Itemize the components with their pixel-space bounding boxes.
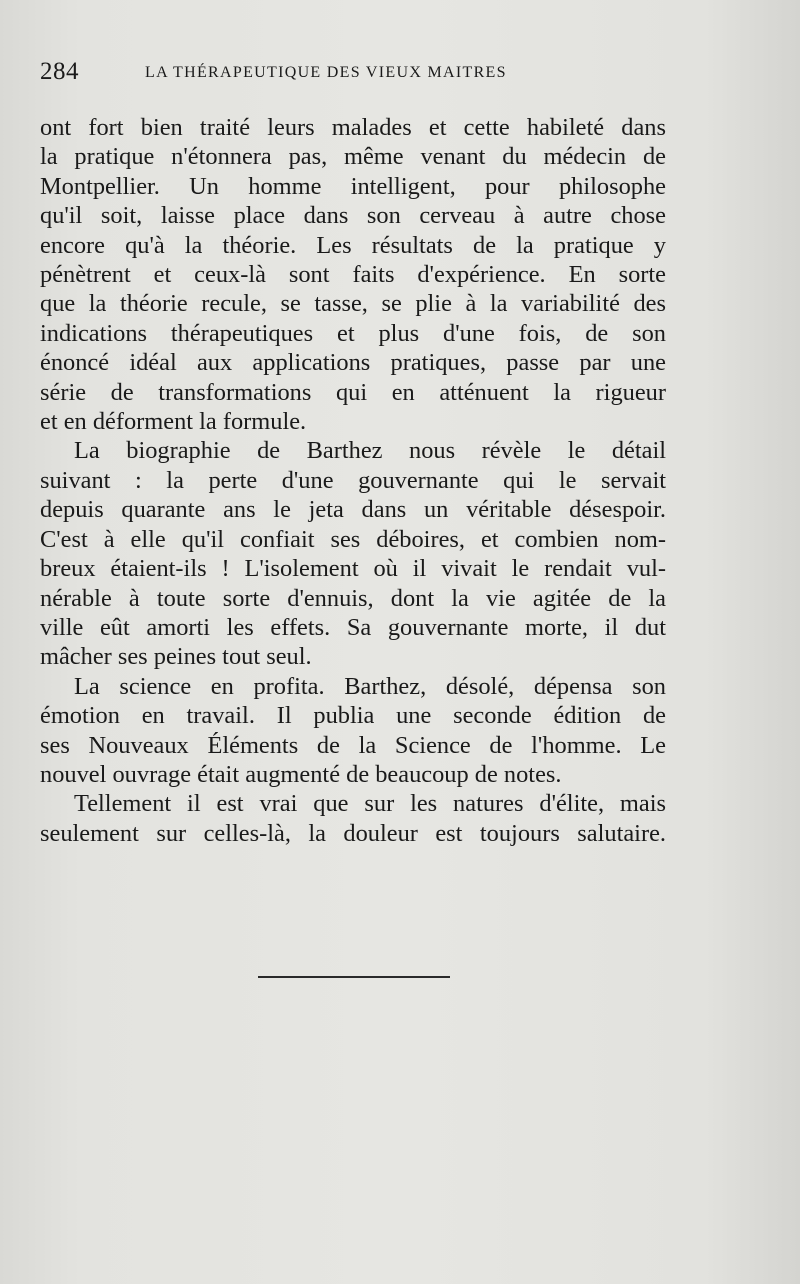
body-text xyxy=(40,113,666,848)
text-line: ont fort bien traité leurs malades et cette habileté dans xyxy=(40,114,666,141)
text-line: C'est à elle qu'il confiait ses déboires, et combien nom- xyxy=(40,525,666,553)
text-line: ses Nouveaux Éléments de la Science de l'homme. Le xyxy=(40,731,666,759)
text-line: La science en profita. Barthez, désolé, dépensa son xyxy=(74,672,666,700)
text-line: indications thérapeutiques et plus d'une fois, de son xyxy=(40,319,666,347)
text-line: émotion en travail. Il publia une seconde édition de xyxy=(40,702,666,730)
page-number: 284 xyxy=(40,58,79,85)
paragraph-4 xyxy=(40,789,666,848)
text-line: et en déforment la formule. xyxy=(40,408,307,436)
text-line: ville eût amorti les effets. Sa gouvernante morte, il dut xyxy=(40,613,666,641)
text-line: suivant : la perte d'une gouvernante qui le servait xyxy=(40,466,666,494)
text-line: que la théorie recule, se tasse, se plie à la variabilité des xyxy=(40,290,666,318)
end-rule xyxy=(258,976,450,978)
text-line: qu'il soit, laisse place dans son cerveau à autre chose xyxy=(40,202,666,230)
text-line: énoncé idéal aux applications pratiques, passe par une xyxy=(40,349,666,377)
paragraph-1 xyxy=(40,113,666,436)
page-header xyxy=(40,58,680,88)
text-line: la pratique n'étonnera pas, même venant du médecin de xyxy=(40,143,666,171)
text-line: nouvel ouvrage était augmenté de beaucoup de notes. xyxy=(40,760,562,788)
text-line: La biographie de Barthez nous révèle le détail xyxy=(74,437,666,465)
text-line: série de transformations qui en atténuent la rigueur xyxy=(40,378,666,406)
running-title: LA THÉRAPEUTIQUE DES VIEUX MAITRES xyxy=(145,64,507,81)
text-line: nérable à toute sorte d'ennuis, dont la vie agitée de la xyxy=(40,584,666,612)
paragraph-3 xyxy=(40,672,666,790)
paragraph-2 xyxy=(40,436,666,671)
text-line: breux étaient-ils ! L'isolement où il vivait le rendait vul- xyxy=(40,555,666,583)
text-line: Montpellier. Un homme intelligent, pour philosophe xyxy=(40,172,666,200)
text-line: mâcher ses peines tout seul. xyxy=(40,643,312,671)
text-line: pénètrent et ceux-là sont faits d'expérience. En sorte xyxy=(40,261,666,289)
text-line: seulement sur celles-là, la douleur est toujours salutaire. xyxy=(40,819,666,847)
text-line: Tellement il est vrai que sur les natures d'élite, mais xyxy=(74,790,666,818)
text-line: depuis quarante ans le jeta dans un véritable désespoir. xyxy=(40,496,666,524)
text-line: encore qu'à la théorie. Les résultats de la pratique y xyxy=(40,231,666,259)
